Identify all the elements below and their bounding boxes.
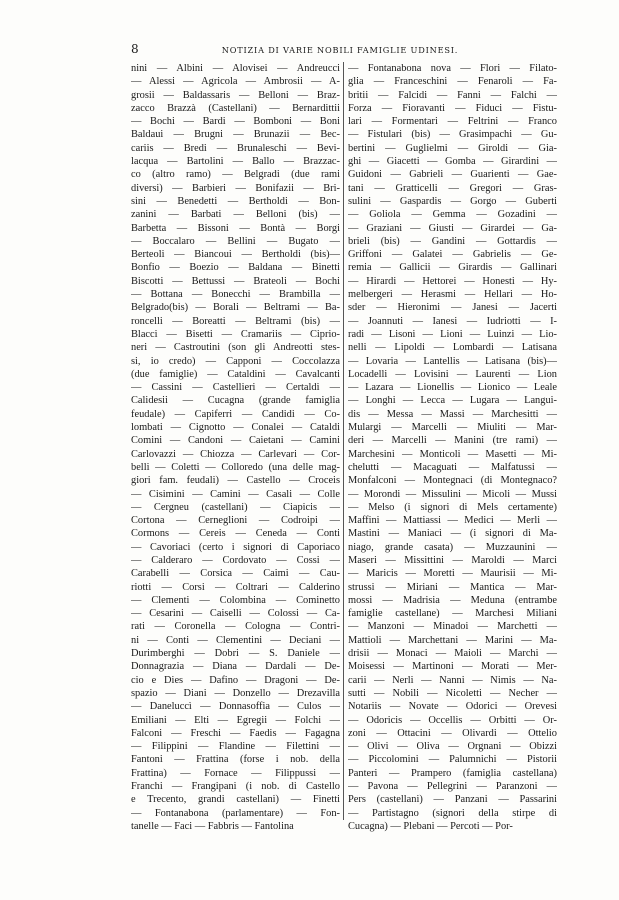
- text-line: e Trecento, grandi castellani) — Finetti: [131, 794, 340, 806]
- text-line: Cormons — Cereis — Ceneda — Conti: [131, 528, 340, 540]
- text-line: brieli (bis) — Gandini — Gottardis —: [348, 235, 557, 247]
- text-line: sini — Benedetti — Bertholdi — Bon-: [131, 195, 340, 207]
- text-line: — Clementi — Colombina — Cominetto: [131, 594, 340, 606]
- text-line: niago, grande casata) — Muzzaunini —: [348, 541, 557, 553]
- text-line: — Manzoni — Minadoi — Marchetti —: [348, 621, 557, 633]
- text-line: — Cisimini — Camini — Casali — Colle: [131, 488, 340, 500]
- text-line: — Melso (i signori di Mels certamente): [348, 501, 557, 513]
- text-line: nini — Albini — Alovisei — Andreucci: [131, 63, 340, 74]
- text-line: Belgrado(bis) — Borali — Beltrami — Ba-: [131, 302, 340, 314]
- text-line: zacco Brazzà (Castellani) — Bernardittii: [131, 102, 340, 114]
- text-line: Panteri — Prampero (famiglia castellana): [348, 767, 557, 779]
- text-line: — Olivi — Oliva — Orgnani — Obizzi: [348, 741, 557, 753]
- text-line: Franchi — Frangipani (i nob. di Castello: [131, 781, 340, 793]
- text-line: Mulargi — Marcelli — Miuliti — Mar-: [348, 422, 557, 434]
- text-line: drisii — Monaci — Maioli — Marchi —: [348, 648, 557, 660]
- text-line: Biscotti — Bettussi — Brateoli — Bochi: [131, 275, 340, 287]
- text-line: giori fam. feudali) — Castello — Croceis: [131, 475, 340, 487]
- text-line: — Joannuti — Ianesi — Iudriotti — I-: [348, 315, 557, 327]
- left-column: [131, 62, 340, 833]
- text-line: Notariis — Novate — Odorici — Orevesi: [348, 701, 557, 713]
- text-line: — Fontanabona nova — Flori — Filato-: [348, 63, 557, 74]
- text-line: belli — Coletti — Colloredo (una delle mag-: [131, 461, 340, 473]
- text-line: si, io credo) — Capponi — Coccolazza: [131, 355, 340, 367]
- text-line: neri — Castroutini (son gli Andreotti stes-: [131, 342, 340, 354]
- text-line: — Cavoriaci (certo i signori di Caporiaco: [131, 541, 340, 553]
- right-column: [348, 62, 557, 833]
- text-line: Durimberghi — Dobri — S. Daniele —: [131, 648, 340, 660]
- text-line: — Boccalaro — Bellini — Bugato —: [131, 235, 340, 247]
- text-line: carii — Nerli — Nanni — Nimis — Na-: [348, 674, 557, 686]
- text-line: — Bochi — Bardi — Bomboni — Boni: [131, 116, 340, 128]
- text-line: Maseri — Missittini — Maroldi — Marci: [348, 554, 557, 566]
- text-line: Pers (castellani) — Panzani — Passarini: [348, 794, 557, 806]
- text-line: — Alessi — Agricola — Ambrosii — A-: [131, 76, 340, 88]
- text-line: (due famiglie) — Cataldini — Cavalcanti: [131, 368, 340, 380]
- text-line: — Filippini — Flandine — Filettini —: [131, 741, 340, 753]
- text-line: Griffoni — Galatei — Gabrielis — Ge-: [348, 249, 557, 261]
- text-line: glia — Franceschini — Fenaroli — Fa-: [348, 76, 557, 88]
- text-line: — Piccolomini — Palumnichi — Pistorii: [348, 754, 557, 766]
- text-line: spazio — Diani — Donzello — Drezavilla: [131, 687, 340, 699]
- text-line: radi — Lisoni — Lioni — Luinzi — Lio-: [348, 328, 557, 340]
- text-line: — Fistulari (bis) — Grasimpachi — Gu-: [348, 129, 557, 141]
- text-line: dis — Messa — Massi — Marchesitti —: [348, 408, 557, 420]
- text-line: famiglie castellane) — Marchesi Miliani: [348, 608, 557, 620]
- text-line: Maffini — Mattiassi — Medici — Merli —: [348, 515, 557, 527]
- text-line: — Pavona — Pellegrini — Paranzoni —: [348, 781, 557, 793]
- text-line: Emiliani — Elti — Egregii — Folchi —: [131, 714, 340, 726]
- text-line: Falconi — Freschi — Faedis — Fagagna: [131, 727, 340, 739]
- text-line: Carabelli — Corsica — Caimi — Cau-: [131, 568, 340, 580]
- text-line: zoni — Ottacini — Olivardi — Ottelio: [348, 727, 557, 739]
- text-line: tanelle — Faci — Fabbris — Fantolina: [131, 820, 294, 832]
- text-line: Moisessi — Martinoni — Morati — Mer-: [348, 661, 557, 673]
- text-line: — Cesarini — Caiselli — Colossi — Ca-: [131, 608, 340, 620]
- text-line: lacqua — Bartolini — Ballo — Brazzac-: [131, 156, 340, 168]
- page-header: [131, 42, 511, 58]
- text-line: rati — Coronella — Cologna — Contri-: [131, 621, 340, 633]
- text-line: Monfalconi — Montegnaci (di Montegnaco?: [348, 475, 557, 487]
- text-line: lombati — Cignotto — Conalei — Cataldi: [131, 422, 340, 434]
- text-line: co (altro ramo) — Belgradi (due rami: [131, 169, 340, 181]
- page-number: 8: [131, 42, 140, 56]
- text-line: diversi) — Barbieri — Bonifazii — Bri-: [131, 182, 340, 194]
- running-title: NOTIZIA DI VARIE NOBILI FAMIGLIE UDINESI.: [221, 45, 459, 55]
- text-line: Locadelli — Lovisini — Laurenti — Lion: [348, 368, 557, 380]
- text-line: Cucagna) — Plebani — Percoti — Por-: [348, 820, 513, 832]
- text-line: Baldaui — Brugni — Brunazii — Bec-: [131, 129, 340, 141]
- text-line: Mastini — Maniaci — (i signori di Ma-: [348, 528, 557, 540]
- text-line: Barbetta — Bissoni — Bontà — Borgi: [131, 222, 340, 234]
- text-line: Guidoni — Gabrieli — Guarienti — Gae-: [348, 169, 557, 181]
- text-line: remia — Gallicii — Girardis — Gallinari: [348, 262, 557, 274]
- text-line: chelutti — Macaguati — Malfatussi —: [348, 461, 557, 473]
- text-line: sder — Hieronimi — Janesi — Jacerti: [348, 302, 557, 314]
- text-line: melbergeri — Herasmi — Hellari — Ho-: [348, 289, 557, 301]
- text-line: sutti — Nobili — Nicoletti — Necher —: [348, 687, 557, 699]
- text-line: roncelli — Boreatti — Beltrami (bis) —: [131, 315, 340, 327]
- text-line: — Bottana — Bonecchi — Brambilla —: [131, 289, 340, 301]
- text-line: bertini — Guglielmi — Giroldi — Gia-: [348, 142, 557, 154]
- text-line: lari — Formentari — Feltrini — Franco: [348, 116, 557, 128]
- text-line: — Graziani — Giusti — Girardei — Ga-: [348, 222, 557, 234]
- text-line: — Morondi — Missulini — Micoli — Mussi: [348, 488, 557, 500]
- text-line: Berteoli — Biancoui — Bertholdi (bis)—: [131, 249, 340, 261]
- text-line: ghi — Giacetti — Gomba — Girardini —: [348, 156, 557, 168]
- text-line: Frattina) — Fornace — Filippussi —: [131, 767, 340, 779]
- column-divider: [343, 62, 344, 820]
- text-line: Marchesini — Monticoli — Masetti — Mi-: [348, 448, 557, 460]
- text-line: cariis — Bredi — Brunaleschi — Bevi-: [131, 142, 340, 154]
- text-line: Forza — Fioravanti — Fiduci — Fistu-: [348, 102, 557, 114]
- text-line: — Lovaria — Lantellis — Latisana (bis)—: [348, 355, 557, 367]
- text-line: — Maricis — Moretti — Maurisii — Mi-: [348, 568, 557, 580]
- text-line: riotti — Corsi — Coltrari — Calderino: [131, 581, 340, 593]
- text-line: nelli — Lipoldi — Lombardi — Latisana: [348, 342, 557, 354]
- text-line: — Cergneu (castellani) — Ciapicis —: [131, 501, 340, 513]
- text-line: Calidesii — Cucagna (grande famiglia: [131, 395, 340, 407]
- text-line: cio e Dies — Dafino — Dragoni — De-: [131, 674, 340, 686]
- text-line: — Calderaro — Cordovato — Cossi —: [131, 554, 340, 566]
- text-line: mossi — Madrisia — Meduna (entrambe: [348, 594, 557, 606]
- text-line: deri — Marcelli — Manini (tre rami) —: [348, 435, 557, 447]
- text-line: — Longhi — Lecca — Lugara — Langui-: [348, 395, 557, 407]
- text-line: — Hirardi — Hettorei — Honesti — Hy-: [348, 275, 557, 287]
- text-line: Comini — Candoni — Caietani — Camini: [131, 435, 340, 447]
- text-line: zanini — Barbati — Belloni (bis) —: [131, 209, 340, 221]
- text-line: Carlovazzi — Chiozza — Carlevari — Cor-: [131, 448, 340, 460]
- text-line: — Fontanabona (parlamentare) — Fon-: [131, 807, 340, 819]
- text-line: strussi — Miriani — Mantica — Mar-: [348, 581, 557, 593]
- text-line: britii — Falcidi — Fanni — Falchi —: [348, 89, 557, 101]
- text-line: Cortona — Cerneglioni — Codroipi —: [131, 515, 340, 527]
- text-line: — Goliola — Gemma — Gozadini —: [348, 209, 557, 221]
- text-line: ni — Conti — Clementini — Deciani —: [131, 634, 340, 646]
- text-line: Donnagrazia — Diana — Dardali — De-: [131, 661, 340, 673]
- text-line: grosii — Baldassaris — Belloni — Braz-: [131, 89, 340, 101]
- text-line: — Cassini — Castellieri — Certaldi —: [131, 382, 340, 394]
- text-line: Mattioli — Marchettani — Marini — Ma-: [348, 634, 557, 646]
- text-line: sulini — Gaspardis — Gorgo — Guberti: [348, 195, 557, 207]
- text-line: Blacci — Bisetti — Cramariis — Ciprio-: [131, 328, 340, 340]
- text-line: Bonfio — Boezio — Baldana — Binetti: [131, 262, 340, 274]
- text-line: — Lazara — Lionellis — Lionico — Leale: [348, 382, 557, 394]
- text-line: feudale) — Capiferri — Candidi — Co-: [131, 408, 340, 420]
- text-line: tani — Gratticelli — Gregori — Gras-: [348, 182, 557, 194]
- text-line: — Partistagno (signori della stirpe di: [348, 807, 557, 819]
- text-line: Fantoni — Frattina (forse i nob. della: [131, 754, 340, 766]
- text-line: — Odoricis — Occellis — Orbitti — Or-: [348, 714, 557, 726]
- text-line: — Daneluccì — Donnasoffia — Culos —: [131, 701, 340, 713]
